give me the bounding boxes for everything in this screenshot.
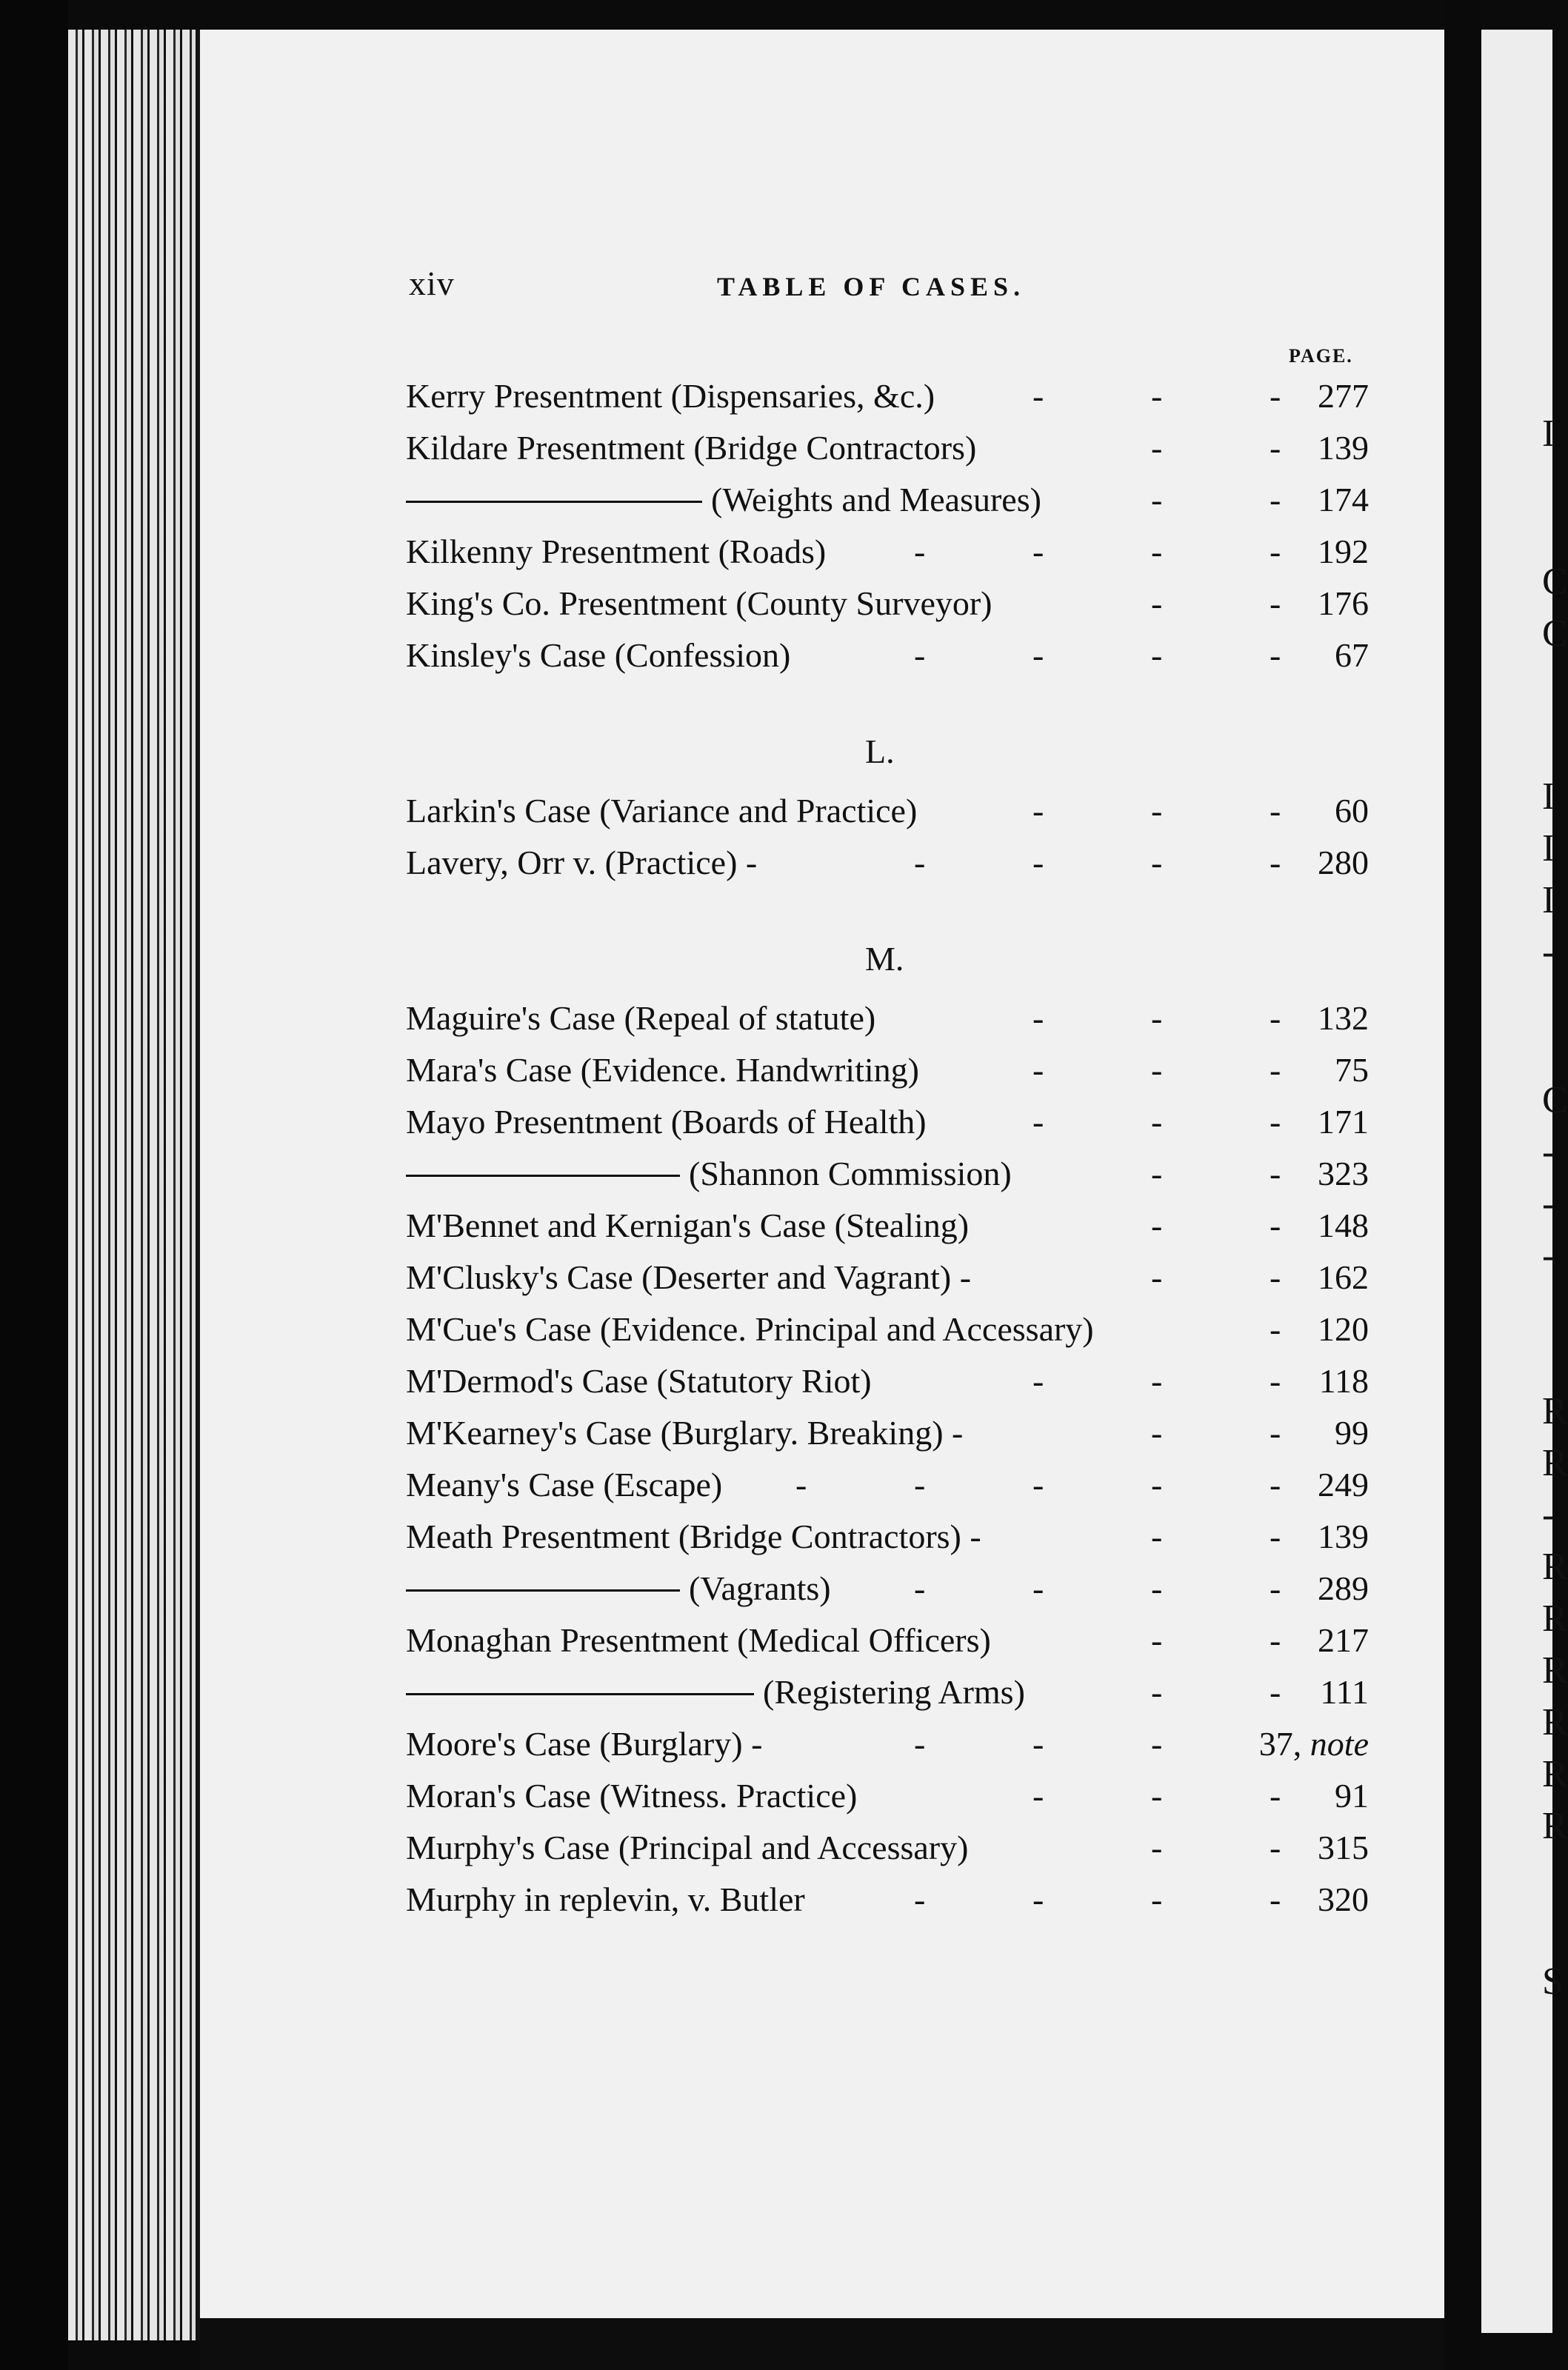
case-entry: Kinsley's Case (Confession) - - - - 67 [406, 636, 1369, 674]
case-page-number: 323 [1318, 1155, 1369, 1192]
facing-page-letter: C [1542, 561, 1568, 603]
facing-page-letter: R [1542, 1390, 1568, 1432]
case-page-number-value: 37, [1258, 1725, 1302, 1763]
case-entry: (Registering Arms) - - 111 [406, 1672, 1369, 1724]
facing-page-letter: R [1542, 1805, 1568, 1847]
case-page-number: 67 [1335, 636, 1369, 674]
case-page-number: 91 [1335, 1777, 1369, 1815]
case-page-number: 315 [1318, 1829, 1369, 1866]
case-page-number: 139 [1318, 429, 1369, 467]
table-of-cases [406, 376, 1369, 1932]
case-name: Moran's Case (Witness. Practice) [406, 1777, 858, 1815]
case-page-number: 280 [1318, 844, 1369, 881]
case-name: Mara's Case (Evidence. Handwriting) [406, 1051, 919, 1089]
case-name: M'Clusky's Case (Deserter and Vagrant) - [406, 1258, 972, 1296]
case-page-number: 217 [1318, 1621, 1369, 1659]
case-name: Kilkenny Presentment (Roads) [406, 533, 827, 570]
facing-page-fragment [1481, 30, 1568, 2333]
case-name: M'Kearney's Case (Burglary. Breaking) - [406, 1414, 964, 1452]
page-column-heading: PAGE. [1289, 345, 1353, 367]
ditto-rule [406, 501, 702, 503]
ditto-rule [406, 1175, 680, 1177]
case-page-number: 162 [1318, 1258, 1369, 1296]
case-entry: Lavery, Orr v. (Practice) - - - - - 280 [406, 844, 1369, 881]
case-entry: Murphy's Case (Principal and Accessary) - - 315 [406, 1829, 1369, 1866]
book-gutter [1444, 0, 1481, 2370]
facing-page-letter: I [1542, 879, 1555, 921]
case-entry: Maguire's Case (Repeal of statute) - - - 132 [406, 999, 1369, 1037]
case-name: (Registering Arms) [763, 1673, 1025, 1711]
case-name: M'Bennet and Kernigan's Case (Stealing) [406, 1206, 970, 1244]
case-page-number: 60 [1335, 792, 1369, 830]
case-name: M'Cue's Case (Evidence. Principal and Accessary) [406, 1310, 1094, 1348]
case-name: Mayo Presentment (Boards of Health) [406, 1103, 927, 1141]
page-folio: xiv [409, 264, 455, 302]
case-page-number: 132 [1318, 999, 1369, 1037]
facing-page-letter: R [1542, 1649, 1568, 1692]
case-entry: M'Kearney's Case (Burglary. Breaking) - - - 99 [406, 1414, 1369, 1452]
section-letter: M. [865, 940, 904, 978]
case-page-number: 176 [1318, 584, 1369, 622]
case-page-number: 118 [1318, 1362, 1369, 1400]
facing-page-letter: R [1542, 1701, 1568, 1743]
page-title: TABLE OF CASES. [717, 272, 1026, 301]
case-entry: (Vagrants) - - - - 289 [406, 1569, 1369, 1620]
case-name: Maguire's Case (Repeal of statute) [406, 999, 876, 1037]
case-name: (Shannon Commission) [689, 1155, 1012, 1192]
facing-page-letter: C [1542, 612, 1568, 655]
facing-page-letter: - [1542, 1183, 1555, 1225]
case-page-number: 320 [1318, 1880, 1369, 1918]
case-entry: Meany's Case (Escape) - - - - - 249 [406, 1466, 1369, 1503]
section-letter: L. [865, 732, 895, 770]
case-name: (Vagrants) [689, 1569, 831, 1607]
case-page-number: 75 [1335, 1051, 1369, 1089]
facing-page-letter: - [1542, 1494, 1555, 1536]
case-entry: M'Dermod's Case (Statutory Riot) - - - 118 [406, 1362, 1369, 1400]
scan-border-left [0, 0, 68, 2370]
case-page-number: 111 [1320, 1673, 1369, 1711]
case-page-note: note [1310, 1725, 1369, 1763]
case-name: King's Co. Presentment (County Surveyor) [406, 584, 992, 622]
case-page-number: 120 [1318, 1310, 1369, 1348]
case-page-number: 148 [1318, 1206, 1369, 1244]
facing-page-letter: I [1542, 413, 1555, 455]
case-entry: Mayo Presentment (Boards of Health) - - - 171 [406, 1103, 1369, 1141]
case-name: Monaghan Presentment (Medical Officers) [406, 1621, 991, 1659]
case-entry: (Weights and Measures) - - 174 [406, 480, 1369, 532]
facing-page-letter: R [1542, 1442, 1568, 1484]
case-entry: M'Clusky's Case (Deserter and Vagrant) - - - 162 [406, 1258, 1369, 1296]
case-page-number: 171 [1318, 1103, 1369, 1141]
case-entry: King's Co. Presentment (County Surveyor) - - 176 [406, 584, 1369, 622]
case-name: Larkin's Case (Variance and Practice) [406, 792, 918, 830]
case-name: Lavery, Orr v. (Practice) - [406, 844, 758, 881]
ditto-rule [406, 1693, 754, 1695]
facing-page-letter: R [1542, 1546, 1568, 1588]
case-name: M'Dermod's Case (Statutory Riot) [406, 1362, 872, 1400]
case-page-number [1259, 1724, 1369, 1763]
facing-page-letter: - [1542, 1235, 1555, 1277]
facing-page-letter: R [1542, 1753, 1568, 1795]
case-entry: Larkin's Case (Variance and Practice) - - - 60 [406, 792, 1369, 830]
facing-page-letter: - [1542, 1131, 1555, 1173]
section-heading-l [406, 687, 1369, 791]
case-name: Kildare Presentment (Bridge Contractors) [406, 429, 977, 467]
book-page-edges [68, 30, 209, 2340]
case-entry: Murphy in replevin, v. Butler - - - - 320 [406, 1880, 1369, 1918]
case-entry: M'Cue's Case (Evidence. Principal and Accessary) - 120 [406, 1310, 1369, 1348]
case-page-number: 289 [1318, 1569, 1369, 1607]
case-name: Kinsley's Case (Confession) [406, 636, 791, 674]
scan-border-bottom [200, 2318, 1444, 2370]
case-entry: Kilkenny Presentment (Roads) - - - - 192 [406, 533, 1369, 570]
case-entry: Moore's Case (Burglary) - - - - 37, note [406, 1725, 1369, 1763]
case-entry: Monaghan Presentment (Medical Officers) - - 217 [406, 1621, 1369, 1659]
facing-page-letter: R [1542, 1598, 1568, 1640]
facing-page-letter: I [1542, 775, 1555, 818]
case-entry: M'Bennet and Kernigan's Case (Stealing) - - 148 [406, 1206, 1369, 1244]
case-name: (Weights and Measures) [711, 481, 1041, 518]
case-name: Kerry Presentment (Dispensaries, &c.) [406, 377, 935, 415]
case-page-number: 174 [1318, 481, 1369, 518]
case-name: Murphy's Case (Principal and Accessary) [406, 1829, 969, 1866]
case-entry: Kildare Presentment (Bridge Contractors) - - 139 [406, 429, 1369, 467]
case-entry: Moran's Case (Witness. Practice) - - - 91 [406, 1777, 1369, 1815]
case-page-number: 139 [1318, 1518, 1369, 1555]
case-name: Meany's Case (Escape) [406, 1466, 723, 1503]
ditto-rule [406, 1589, 680, 1592]
case-entry: (Shannon Commission) - - 323 [406, 1154, 1369, 1206]
case-name: Moore's Case (Burglary) - [406, 1725, 763, 1763]
facing-page-letter: C [1542, 1079, 1568, 1121]
case-entry: Mara's Case (Evidence. Handwriting) - - - 75 [406, 1051, 1369, 1089]
case-entry: Kerry Presentment (Dispensaries, &c.) - - - 277 [406, 377, 1369, 415]
running-head [409, 264, 1387, 316]
facing-page-letter: I [1542, 827, 1555, 869]
case-page-number: 99 [1335, 1414, 1369, 1452]
case-page-number: 192 [1318, 533, 1369, 570]
facing-page-letter: - [1542, 931, 1555, 973]
section-heading-m [406, 895, 1369, 998]
case-name: Murphy in replevin, v. Butler [406, 1880, 805, 1918]
facing-page-letter: S [1542, 1960, 1564, 2003]
case-name: Meath Presentment (Bridge Contractors) - [406, 1518, 981, 1555]
case-page-number: 249 [1318, 1466, 1369, 1503]
case-entry: Meath Presentment (Bridge Contractors) - - - 139 [406, 1518, 1369, 1555]
case-page-number: 277 [1318, 377, 1369, 415]
